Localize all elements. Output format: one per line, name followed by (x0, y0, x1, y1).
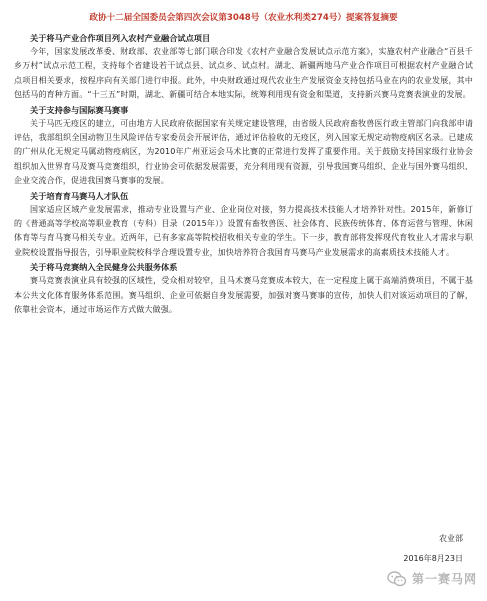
section-paragraph: 今年，国家发展改革委、财政部、农业部等七部门联合印发《农村产业融合发展试点示范方案》，实施农村产业融合“百县千乡万村”试点示范工程，支持每个省建设若干试点县、试点乡、试点村。湖北、新疆两地马产业合作项目可根据农村产业融合试点项目相关要求，按程序向有关部门进行申报。此外，中央财政通过现代农业生产发展资金支持包括马业在内的农业发展，其中包括马的育种方面。“十三五”时期，湖北、新疆可结合本地实际，统筹利用现有资金和渠道，支持新兴赛马竞赛表演业的发展。 (14, 47, 473, 100)
document-signer: 农业部 (439, 534, 463, 543)
section-heading: 关于支持参与国际赛马赛事 (30, 104, 129, 115)
wechat-icon (387, 571, 407, 587)
section-4 (14, 261, 473, 317)
document-date: 2016年8月23日 (403, 554, 463, 563)
section-paragraph: 赛马竞赛表演业具有较强的区域性，受众相对较窄，且马术赛马竞赛成本较大，在一定程度上属于高端消费项目，不属于基本公共文化体育服务体系范围。赛马组织、企业可依据自身发展需要，加强对赛马赛事的宣传，加快人们对该运动项目的了解，依靠社会资本，通过市场运作方式做大做强。 (14, 276, 473, 315)
watermark (387, 570, 477, 587)
section-paragraph: 国家适应区域产业发展需求，推动专业设置与产业、企业岗位对接，努力提高技术技能人才培养针对性。2015年，新修订的《普通高等学校高等职业教育（专科）目录（2015年）》设置有畜牧兽医、社会体育、民族传统体育、体育运营与管理、休闲体育等与育马赛马相关专业。近两年，已有多家高等院校招收相关专业的学生。下一步，教育部将发挥现代育牧业人才需求与职业院校设置指导报告，引导职业院校科学合理设置专业，加快培养符合我国育马赛马产业发展需求的高素质技术技能人才。 (14, 204, 473, 257)
section-paragraph: 关于马匹无疫区的建立，可由地方人民政府依据国家有关规定建设管理，由省级人民政府畜牧兽医行政主管部门向我部申请评估，我部组织全国动物卫生风险评估专家委员会开展评估，通过评估验收的无疫区，列入国家无规定动物疫病区名录。已建成的广州从化无规定马属动物疫病区，为2010年广州亚运会马术比赛的正常进行发挥了重要作用。关于鼓励支持国家级行业协会组织加入世界育马及赛马竞赛组织，行业协会可依据发展需要，充分利用现有资源，引导我国赛马组织、企业与国外赛马组织、企业交流合作，促进我国赛马赛事的发展。 (14, 118, 473, 186)
section-heading: 关于将马竞赛纳入全民健身公共服务体系 (30, 262, 178, 273)
section-heading: 关于将马产业合作项目列入农村产业融合试点项目 (30, 33, 211, 43)
section-3 (14, 190, 473, 261)
section-2 (14, 104, 473, 189)
section-heading: 关于培育育马赛马人才队伍 (30, 190, 129, 201)
document-title: 政协十二届全国委员会第四次会议第3048号（农业水利类274号）提案答复摘要 (89, 13, 398, 23)
watermark-text: 第一赛马网 (411, 572, 477, 586)
section-1 (14, 32, 473, 103)
